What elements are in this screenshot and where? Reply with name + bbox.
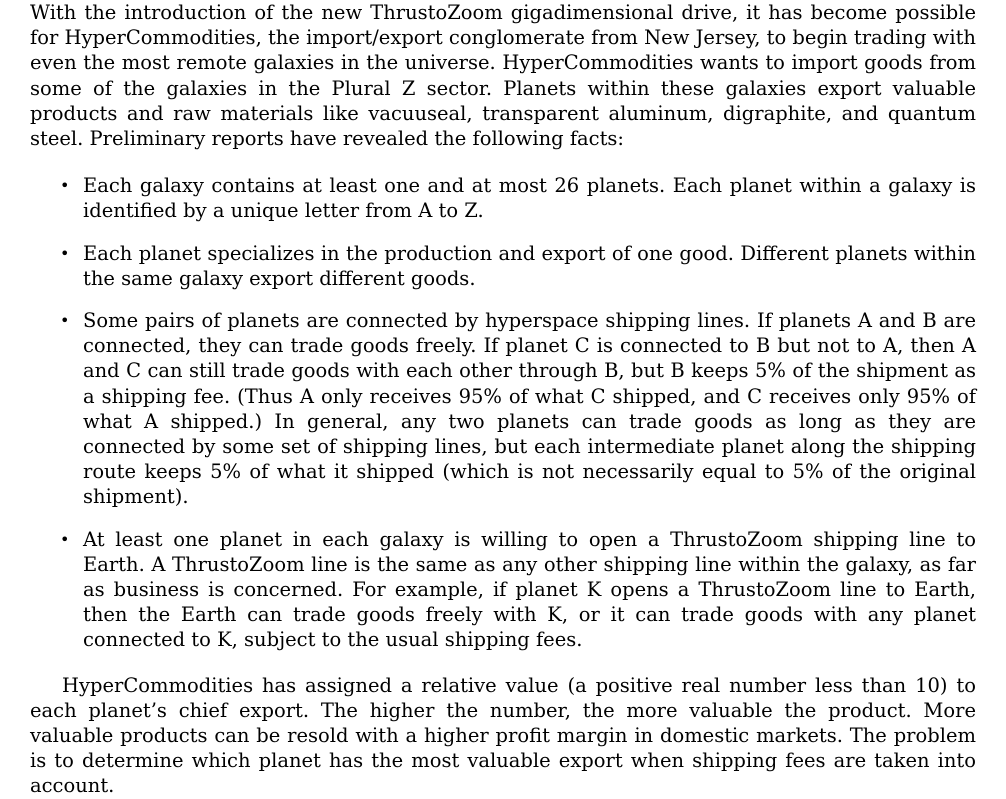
fact-text: Each galaxy contains at least one and at most 26 planets. Each planet within a galaxy is identified by a unique letter from A to Z. <box>83 174 976 223</box>
intro-paragraph: With the introduction of the new ThrustoZoom gigadimensional drive, it has become possible for HyperCommodities, the import/export conglomerate from New Jersey, to begin trading with even the most remote galaxies in the universe. HyperCommodities wants to import goods from some of the galaxies in the Plural Z sector. Planets within these galaxies export valuable products and raw materials like vacuuseal, transparent aluminum, digraphite, and quantum steel. Preliminary reports have revealed the following facts: <box>30 1 976 151</box>
problem-statement <box>30 0 976 799</box>
bullet-icon: • <box>60 243 70 263</box>
bullet-icon: • <box>60 529 70 549</box>
fact-text: At least one planet in each galaxy is willing to open a ThrustoZoom shipping line to Earth. A ThrustoZoom line is the same as any other shipping line within the galaxy, as far as business is concerned. For example, if planet K opens a ThrustoZoom line to Earth, then the Earth can trade goods freely with K, or it can trade goods with any planet connected to K, subject to the usual shipping fees. <box>83 527 976 652</box>
list-item <box>30 527 976 653</box>
bullet-icon: • <box>60 311 70 331</box>
fact-text: Some pairs of planets are connected by hyperspace shipping lines. If planets A and B are connected, they can trade goods freely. If planet C is connected to B but not to A, then A and C can still trade goods with each other through B, but B keeps 5% of the shipment as a shipping fee. (Thus A only receives 95% of what C shipped, and C receives only 95% of what A shipped.) In general, any two planets can trade goods as long as they are connected by some set of shipping lines, but each intermediate planet along the shipping route keeps 5% of what it shipped (which is not necessarily equal to 5% of the original shipment). <box>83 309 976 509</box>
closing-paragraph: HyperCommodities has assigned a relative value (a positive real number less than 10) to each planet’s chief export. The higher the number, the more valuable the product. More valuable products can be resold with a higher profit margin in domestic markets. The problem is to determine which planet has the most valuable export when shipping fees are taken into account. <box>30 673 976 798</box>
list-item <box>30 173 976 223</box>
bullet-icon: • <box>60 176 70 196</box>
list-item <box>30 241 976 291</box>
fact-text: Each planet specializes in the production and export of one good. Different planets within the same galaxy export different goods. <box>83 241 976 290</box>
facts-list <box>30 173 976 652</box>
list-item <box>30 308 976 510</box>
